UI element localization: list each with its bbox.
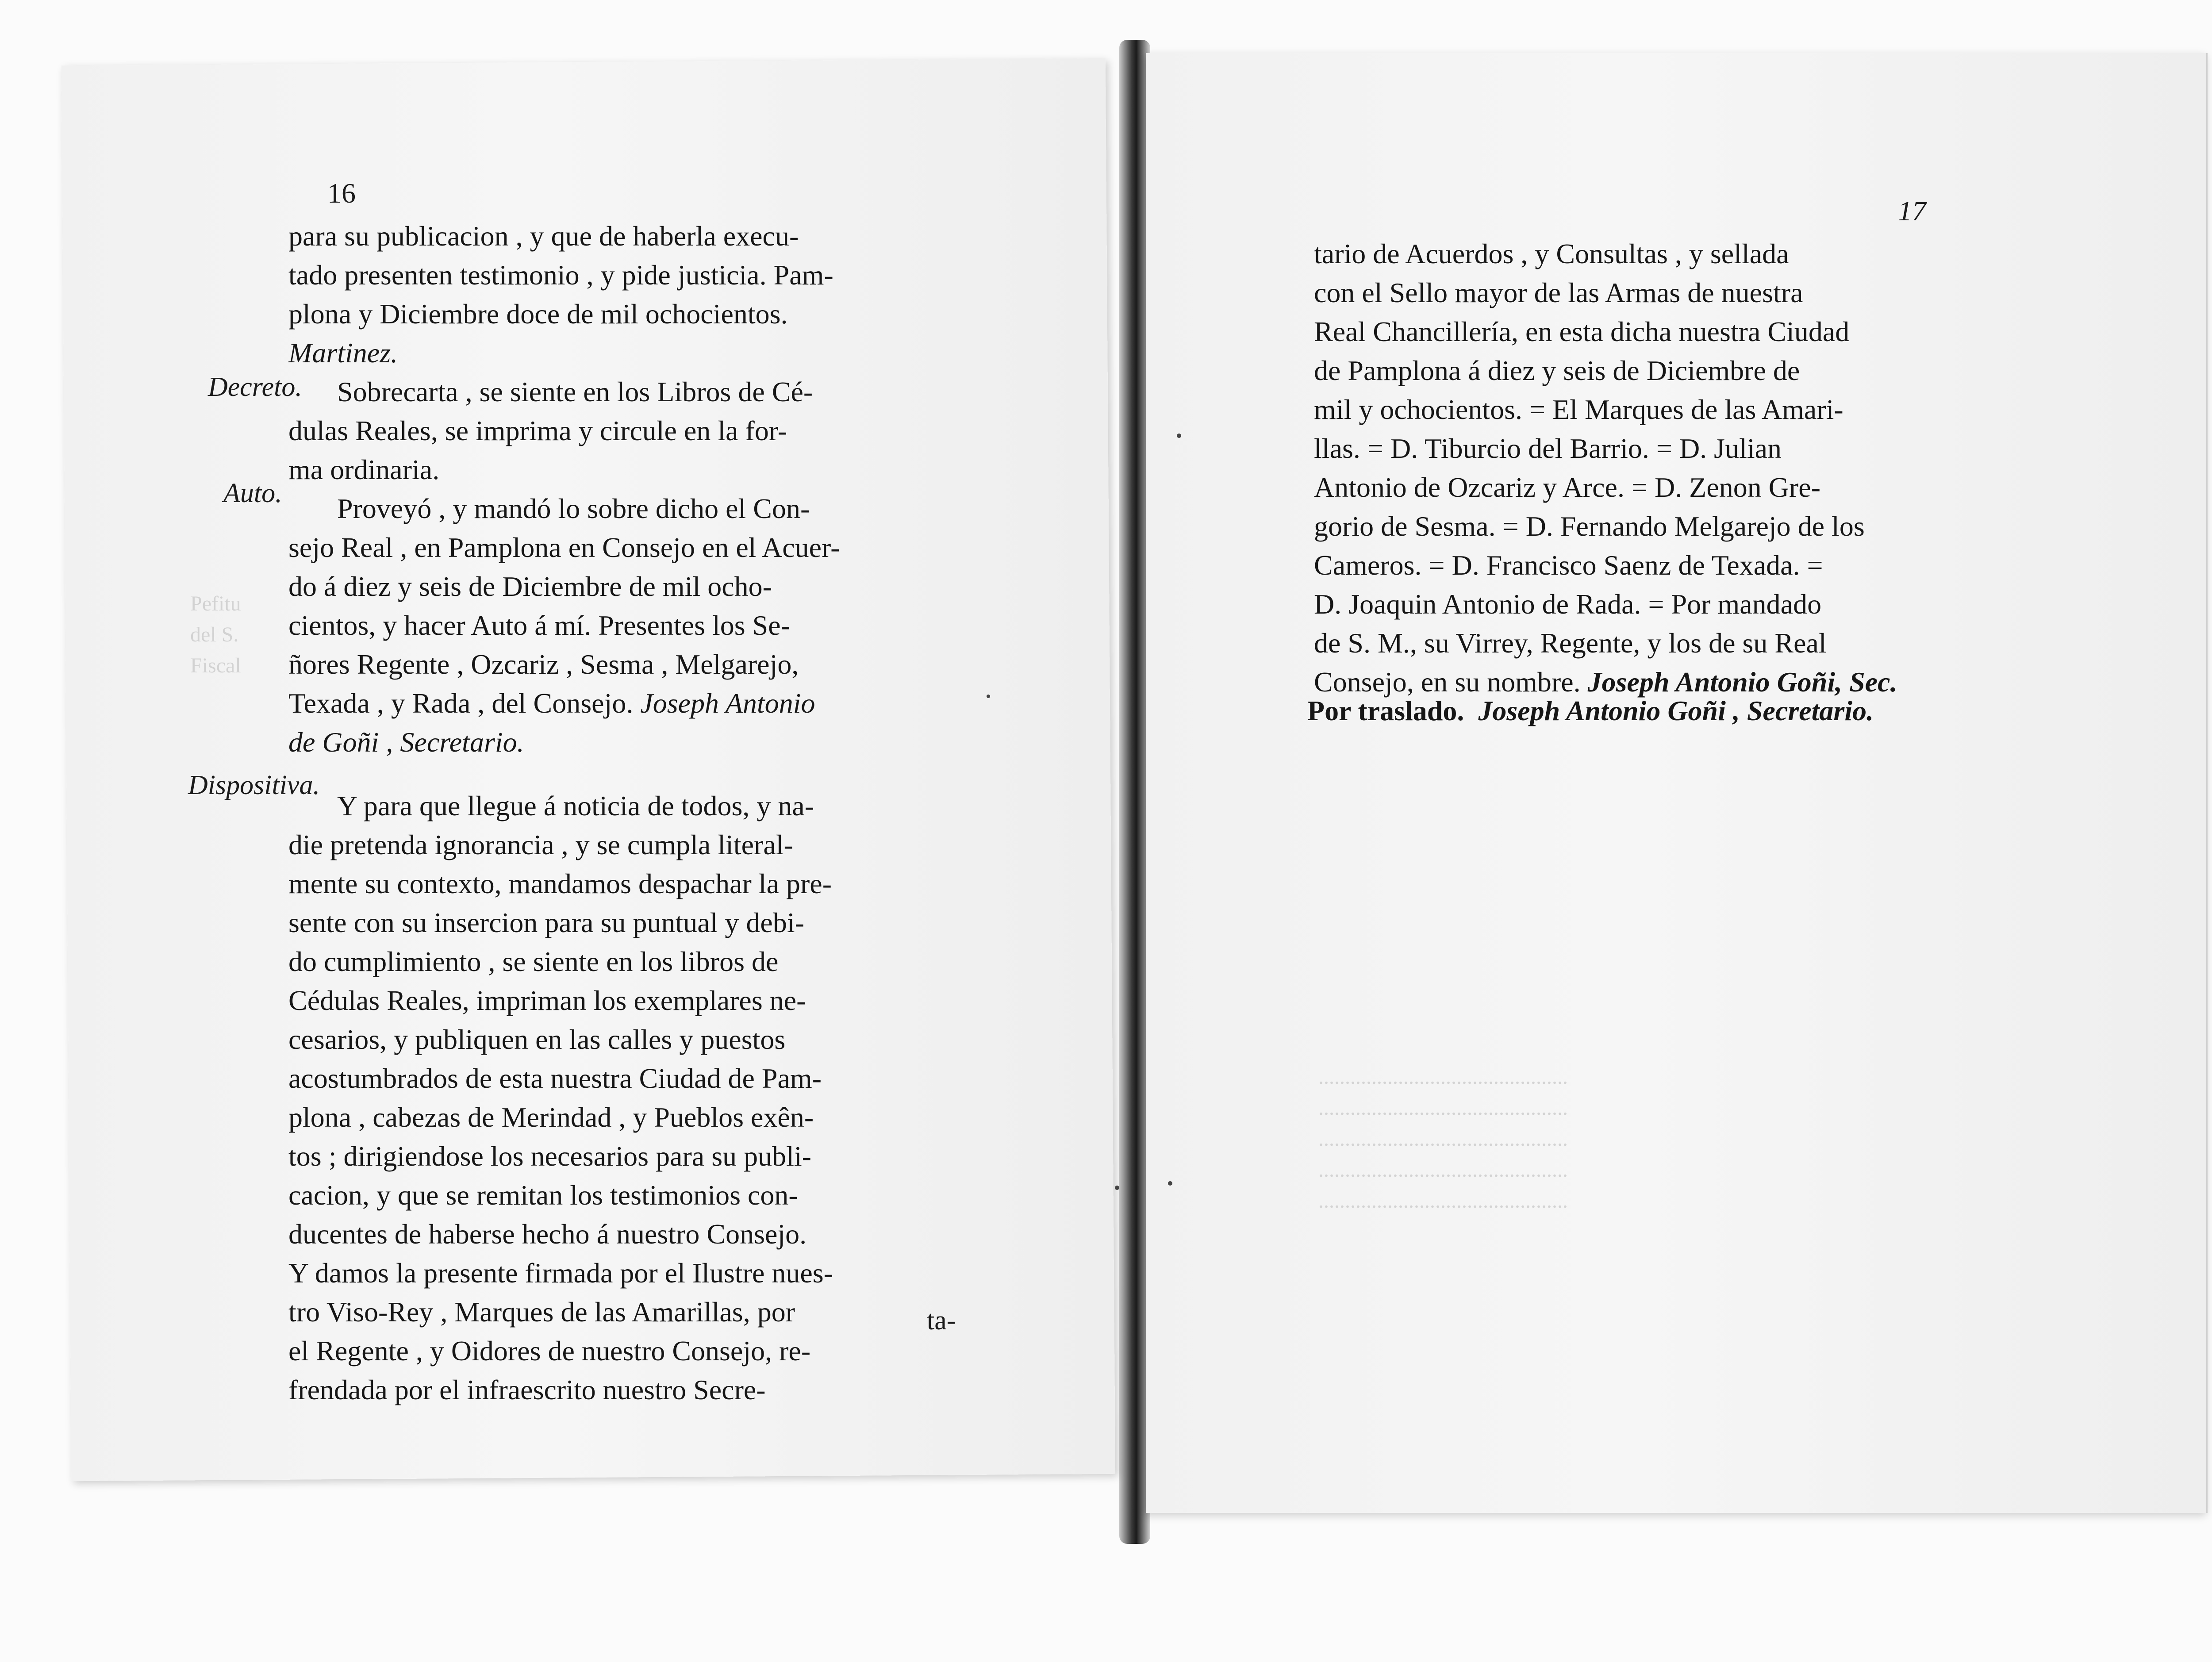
text-line: Cameros. = D. Francisco Saenz de Texada. = <box>1314 549 1823 581</box>
traslado-line <box>1307 695 1874 727</box>
text-line: sente con su insercion para su puntual y debi- <box>288 907 804 938</box>
text-line: cesarios, y publiquen en las calles y puestos <box>288 1024 786 1055</box>
text-line: el Regente , y Oidores de nuestro Consejo, re- <box>288 1335 811 1366</box>
text-line: D. Joaquin Antonio de Rada. = Por mandado <box>1314 588 1822 620</box>
text-line: plona , cabezas de Merindad , y Pueblos exên- <box>288 1102 814 1133</box>
signature-text: Joseph Antonio Goñi, Sec. <box>1587 666 1897 698</box>
text-line: dulas Reales, se imprima y circule en la for- <box>288 415 787 446</box>
text-line: die pretenda ignorancia , y se cumpla literal- <box>288 829 793 860</box>
text-line: Cédulas Reales, impriman los exemplares ne- <box>288 985 806 1016</box>
speck-mark <box>987 695 990 698</box>
text-line: de Pamplona á diez y seis de Diciembre de <box>1314 355 1800 386</box>
text-line: con el Sello mayor de las Armas de nuestra <box>1314 277 1803 308</box>
text-line: tro Viso-Rey , Marques de las Amarillas, por <box>288 1296 795 1328</box>
text-line: do á diez y seis de Diciembre de mil ocho- <box>288 571 772 602</box>
text-line: cacion, y que se remitan los testimonios con- <box>288 1179 798 1211</box>
catchword: ta- <box>927 1305 956 1336</box>
text-line: tario de Acuerdos , y Consultas , y sellada <box>1314 238 1789 269</box>
text-line: Real Chancillería, en esta dicha nuestra Ciudad <box>1314 316 1850 347</box>
text-line: Antonio de Ozcariz y Arce. = D. Zenon Gre- <box>1314 472 1820 503</box>
text-line: llas. = D. Tiburcio del Barrio. = D. Julian <box>1314 433 1782 464</box>
speck-mark <box>1177 434 1181 438</box>
text-line: plona y Diciembre doce de mil ochocientos. <box>288 298 788 330</box>
margin-note-dispositiva: Dispositiva. <box>188 770 320 800</box>
show-through-text: ............................................... ............................................... ............................................... ............................................... ............................................... <box>1318 1065 1568 1213</box>
text-line <box>288 684 979 723</box>
margin-note-auto: Auto. <box>223 478 282 508</box>
text-line: para su publicacion , y que de haberla execu- <box>288 220 799 252</box>
text-line: tos ; dirigiendose los necesarios para su publi- <box>288 1140 811 1172</box>
traslado-signature: Joseph Antonio Goñi , Secretario. <box>1478 695 1874 726</box>
speck-mark <box>1115 1186 1119 1190</box>
text-line: frendada por el infraescrito nuestro Secre- <box>288 1374 766 1405</box>
text-line: mil y ochocientos. = El Marques de las Amari- <box>1314 394 1843 425</box>
text-segment: Consejo, en su nombre. <box>1314 666 1581 698</box>
text-line: acostumbrados de esta nuestra Ciudad de Pam- <box>288 1063 822 1094</box>
text-segment: Texada , y Rada , del Consejo. <box>288 687 634 719</box>
text-line: Y damos la presente firmada por el Ilustre nues- <box>288 1257 833 1289</box>
text-line: de S. M., su Virrey, Regente, y los de su Real <box>1314 627 1827 659</box>
margin-note-decreto: Decreto. <box>208 372 302 402</box>
signature-text: Joseph Antonio <box>640 687 815 719</box>
text-line: Martinez. <box>288 337 398 368</box>
text-line: Sobrecarta , se siente en los Libros de Cé- <box>337 376 813 407</box>
speck-mark <box>1168 1181 1172 1186</box>
text-line: do cumplimiento , se siente en los libros de <box>288 946 779 977</box>
text-line: mente su contexto, mandamos despachar la pre- <box>288 868 832 899</box>
right-page-text <box>1314 234 1933 702</box>
text-line: gorio de Sesma. = D. Fernando Melgarejo de los <box>1314 510 1865 542</box>
page-number-left: 16 <box>327 177 356 209</box>
text-line: Y para que llegue á noticia de todos, y na- <box>337 790 814 821</box>
page-number-right: 17 <box>1898 195 1926 226</box>
text-line: tado presenten testimonio , y pide justicia. Pam- <box>288 259 833 291</box>
text-line: ma ordinaria. <box>288 454 440 485</box>
text-line: Proveyó , y mandó lo sobre dicho el Con- <box>337 493 810 524</box>
left-page-text <box>288 217 979 1409</box>
text-line: cientos, y hacer Auto á mí. Presentes los Se- <box>288 610 790 641</box>
text-line: sejo Real , en Pamplona en Consejo en el Acuer- <box>288 532 840 563</box>
show-through-text: Pefitu del S. Fiscal <box>190 592 241 677</box>
text-line: de Goñi , Secretario. <box>288 726 524 758</box>
traslado-label: Por traslado. <box>1307 695 1464 726</box>
text-line: ducentes de haberse hecho á nuestro Consejo. <box>288 1218 807 1250</box>
text-line: ñores Regente , Ozcariz , Sesma , Melgarejo, <box>288 649 799 680</box>
